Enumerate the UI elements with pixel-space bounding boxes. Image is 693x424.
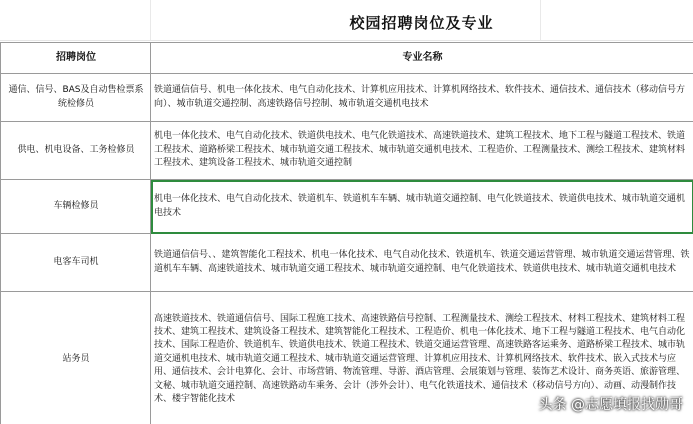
header-majors[interactable]: 专业名称 xyxy=(151,43,693,74)
majors-cell[interactable]: 机电一体化技术、电气自动化技术、铁道供电技术、电气化铁道技术、高速铁道技术、建筑工程技术、地下工程与隧道工程技术、铁道工程技术、道路桥梁工程技术、城市轨道交通工程技术、城市轨道交通机电技术、工程造价、工程测量技术、测绘工程技术、建筑材料工程技术、建筑设备工程技术、城市轨道交通控制 xyxy=(151,122,693,180)
table-row xyxy=(1,234,693,292)
page-title: 校园招聘岗位及专业 xyxy=(349,14,494,32)
header-position[interactable]: 招聘岗位 xyxy=(1,43,151,74)
position-cell[interactable]: 站务员 xyxy=(1,292,151,424)
majors-cell[interactable]: 铁道通信信号、、建筑智能化工程技术、机电一体化技术、电气自动化技术、铁道机车、铁道交通运营管理、城市轨道交通运营管理、铁道机车车辆、高速铁道技术、城市轨道交通工程技术、城市轨道交通控制、电气化铁道技术、铁道供电技术、城市轨道交通机电技术 xyxy=(151,234,693,292)
majors-cell-selected[interactable]: 机电一体化技术、电气自动化技术、铁道机车、铁道机车车辆、城市轨道交通控制、电气化铁道技术、铁道供电技术、城市轨道交通机电技术 xyxy=(151,180,693,234)
table-header-row xyxy=(1,43,693,74)
majors-cell[interactable]: 铁道通信信号、机电一体化技术、电气自动化技术、计算机应用技术、计算机网络技术、软件技术、通信技术、通信技术（移动信号方向）、城市轨道交通控制、高速铁路信号控制、城市轨道交通机电技术 xyxy=(151,74,693,122)
table-row xyxy=(1,180,693,234)
position-cell[interactable]: 车辆检修员 xyxy=(1,180,151,234)
watermark: 头条 @志愿填报找勋哥 xyxy=(538,397,683,413)
table-row xyxy=(1,74,693,122)
table-row xyxy=(1,122,693,180)
position-cell[interactable]: 供电、机电设备、工务检修员 xyxy=(1,122,151,180)
majors-cell[interactable]: 高速铁道技术、铁道通信信号、国际工程施工技术、高速铁路信号控制、工程测量技术、测绘工程技术、材料工程技术、建筑材料工程技术、建筑工程技术、建筑设备工程技术、建筑智能化工程技术、工程造价、机电一体化技术、地下工程与隧道工程技术、电气自动化技术、国际工程造价、铁道机车、铁道供电技术、铁道工程技术、铁道交通运营管理、高速铁路客运乘务、道路桥梁工程技术、城市轨道交通机电技术、城市轨道交通工程技术、城市轨道交通运营管理、计算机应用技术、计算机网络技术、软件技术、嵌入式技术与应用、通信技术、会计电算化、会计、市场营销、物流管理、导游、酒店管理、会展策划与管理、装饰艺术设计、商务英语、旅游管理、文秘、城市轨道交通控制、高速铁路动车乘务、会计（涉外会计）、电气化铁道技术、通信技术（移动信号方向）、动画、动漫制作技术、楼宇智能化技术 xyxy=(151,292,693,424)
position-cell[interactable]: 通信、信号、BAS及自动售检票系统检修员 xyxy=(1,74,151,122)
position-cell[interactable]: 电客车司机 xyxy=(1,234,151,292)
positions-table xyxy=(0,42,693,424)
